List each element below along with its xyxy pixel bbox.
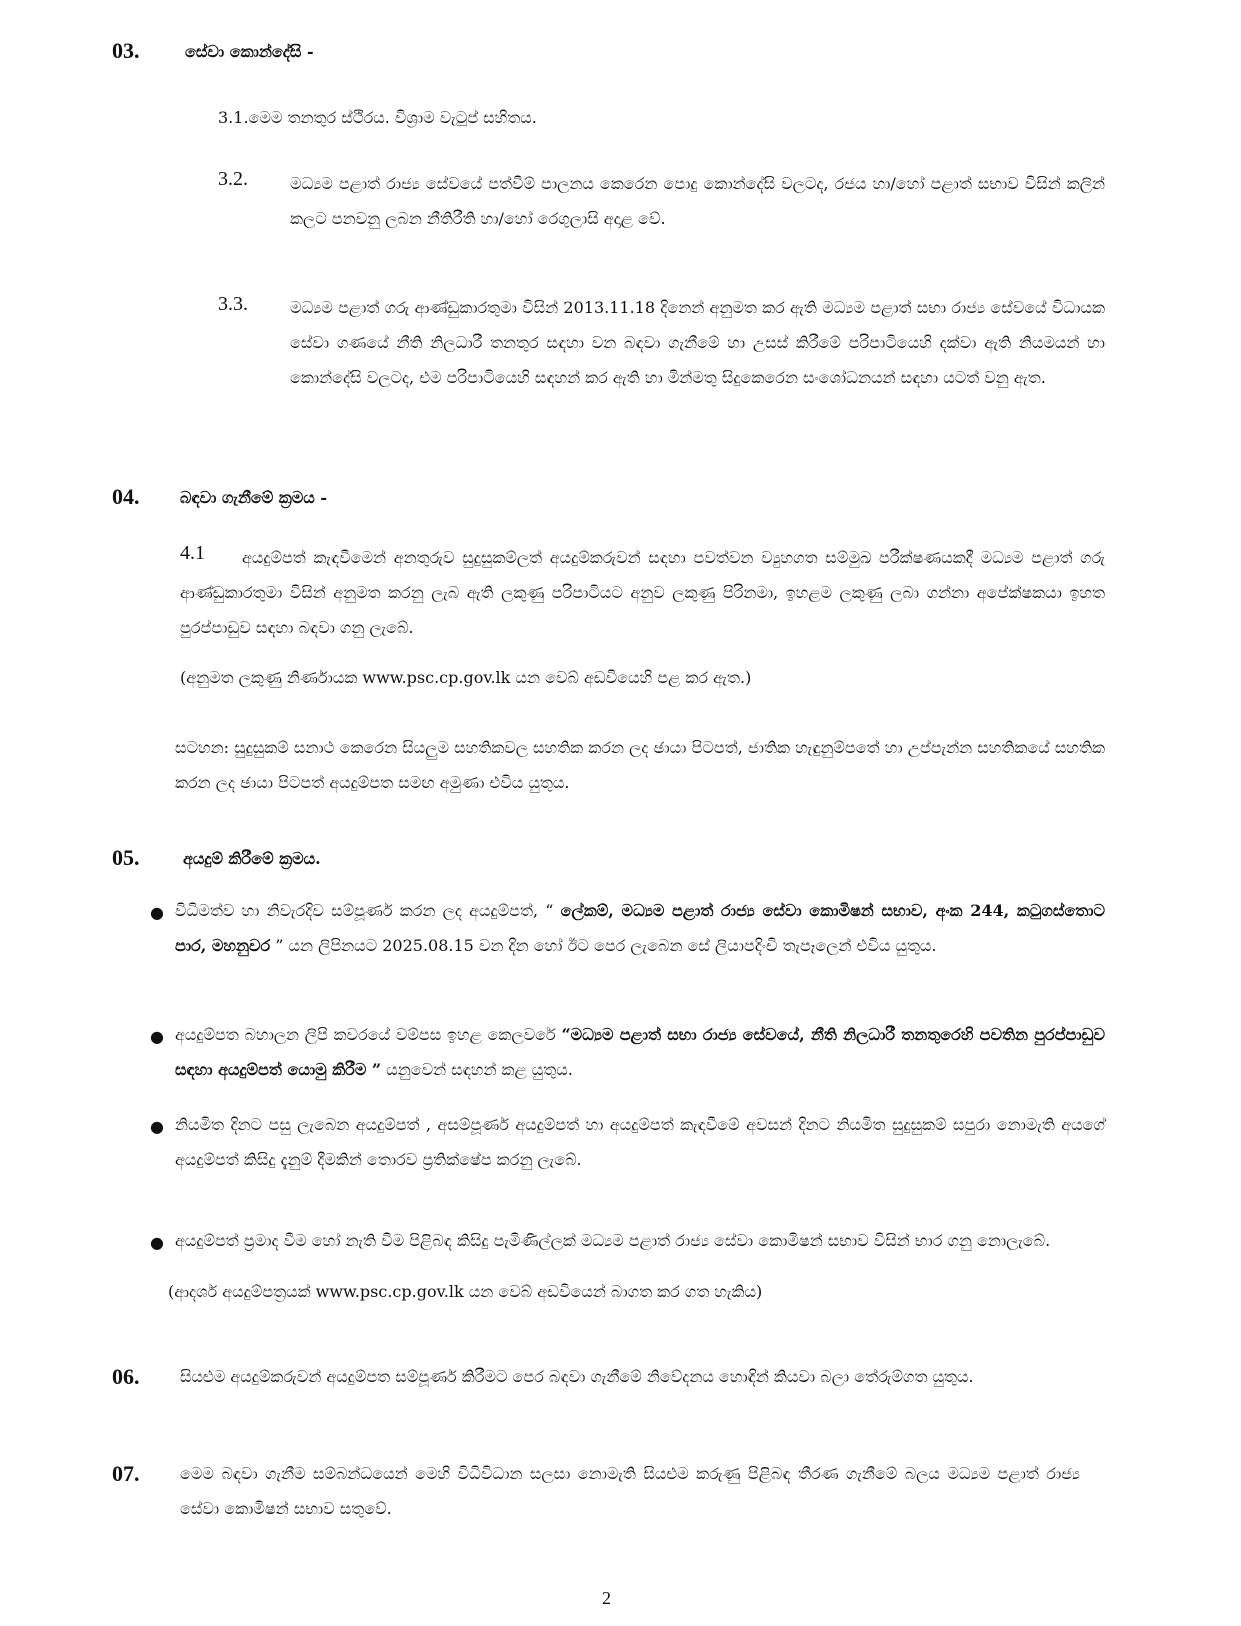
clause-4-1-website-note: (අනුමත ලකුණු නිර්ණායක www.psc.cp.gov.lk යන වෙබ් අඩවියෙහි පළ කර ඇත.) bbox=[180, 668, 752, 687]
envelope-title: “මධ්‍යම පළාත් සභා රාජ්‍ය සේවයේ, නීති නිලධාරී තනතුරෙහි පවතින පුරප්පාඩුව සඳහා අයදුම්පත් යොමු කිරීම ” bbox=[175, 1025, 1105, 1079]
clause-3-3: මධ්‍යම පළාත් ගරු ආණ්ඩුකාරතුමා විසින් 2013.11.18 දිනෙන් අනුමත කර ඇති මධ්‍යම පළාත් සභා රාජ්‍ය සේවයේ විධායක සේවා ගණයේ නීති නිලධාරී තනතුර සඳහා වන බඳවා ගැනීමේ හා උසස් කිරීමේ පරිපාටියෙහි දක්වා ඇති නියමයන් හා කොන්දේසි වලටද, එම පරිපාටියෙහි සඳහන් කර ඇති හා මින්මතු සිදුකෙරෙන සංශෝධනයන් සඳහා යටත් වනු ඇත. bbox=[290, 298, 1105, 387]
bullet-application-address: විධිමත්ව හා නිවැරදිව සම්පූර්ණ කරන ලද අයදුම්පත්, “ ලේකම්, මධ්‍යම පළාත් රාජ්‍ය සේවා කොමිෂන් සභාව, අංක 244, කටුගස්තොට පාර, මහනුවර ” යන ලිපිනයට 2025.08.15 වන දින හෝ ඊට පෙර ලැබෙන සේ ලියාපදිංචි තැපෑලෙන් එවිය යුතුය. bbox=[175, 901, 1105, 955]
supporting-documents-note: සටහන: සුදුසුකම් සනාථ කෙරෙන සියලුම සහතිකවල සහතික කරන ලද ඡායා පිටපත්, ජාතික හැඳුනුම්පතේ හා උප්පැන්න සහතිකයේ සහතික කරන ලද ඡායා පිටපත් අයදුම්පත සමඟ අමුණා එවිය යුතුය. bbox=[175, 738, 1105, 792]
clause-3-2: මධ්‍යම පළාත් රාජ්‍ය සේවයේ පත්වීම් පාලනය කෙරෙන පොදු කොන්දේසි වලටද, රජය හා/හෝ පළාත් සභාව විසින් කලින් කලට පනවනු ලබන නීතිරීති හා/හෝ රෙගුලාසි අදාළ වේ. bbox=[290, 174, 1105, 228]
bullet-icon: ● bbox=[150, 1117, 164, 1136]
sample-application-website-note: (ආදර්ශ අයදුම්පත්‍රයක් www.psc.cp.gov.lk යන වෙබ් අඩවියෙන් බාගත කර ගත හැකිය) bbox=[168, 1282, 763, 1301]
section-number-06: 06. bbox=[112, 1364, 140, 1389]
clause-number-4-1: 4.1 bbox=[180, 542, 205, 564]
section-number-07: 07. bbox=[112, 1461, 140, 1486]
bullet-icon: ● bbox=[150, 1027, 164, 1046]
page-number: 2 bbox=[602, 1588, 611, 1608]
clause-number-3-3: 3.3. bbox=[218, 293, 248, 315]
bullet-lost-applications: අයදුම්පත් ප්‍රමාද වීම හෝ නැති වීම පිළිබඳ කිසිදු පැමිණිල්ලක් මධ්‍යම පළාත් රාජ්‍ය සේවා කොමිෂන් සභාව විසින් භාර ගනු නොලැබේ. bbox=[175, 1231, 1051, 1250]
section-07-text: මෙම බඳවා ගැනීම සම්බන්ධයෙන් මෙහි විධිවිධාන සලසා නොමැති සියළුම කරුණු පිළිබඳ තීරණ ගැනීමේ බලය මධ්‍යම පළාත් රාජ්‍ය සේවා කොමිෂන් සභාව සතුවේ. bbox=[180, 1464, 1080, 1518]
section-number-04: 04. bbox=[112, 484, 140, 509]
bullet-icon: ● bbox=[150, 903, 164, 922]
clause-4-1: අයදුම්පත් කැඳවීමෙන් අනතුරුව සුදුසුකම්ලත් අයදුම්කරුවන් සඳහා පවත්වන ව්‍යුහගත සම්මුඛ පරීක්ෂණයකදී මධ්‍යම පළාත් ගරු ආණ්ඩුකාරතුමා විසින් අනුමත කරනු ලැබ ඇති ලකුණු පරිපාටියට අනුව ලකුණු පිරිනමා, ඉහළම ලකුණු ලබා ගන්නා අපේක්ෂකයා ඉහත පුරප්පාඩුව සඳහා බඳවා ගනු ලැබේ. bbox=[180, 548, 1105, 637]
bullet-envelope-marking: අයදුම්පත බහාලන ලිපි කවරයේ වම්පස ඉහළ කෙලවරේ “මධ්‍යම පළාත් සභා රාජ්‍ය සේවයේ, නීති නිලධාරී තනතුරෙහි පවතින පුරප්පාඩුව සඳහා අයදුම්පත් යොමු කිරීම ” යනුවෙන් සඳහන් කළ යුතුය. bbox=[175, 1025, 1105, 1079]
section-heading-application-method: අයදුම් කිරීමේ ක්‍රමය. bbox=[183, 849, 321, 868]
section-06-text: සියළුම අයදුම්කරුවන් අයදුම්පත සම්පූර්ණ කිරීමට පෙර බඳවා ගැනීමේ නිවේදනය හොඳින් කියවා බලා තේරුම්ගත යුතුය. bbox=[180, 1367, 974, 1386]
clause-number-3-2: 3.2. bbox=[218, 168, 248, 190]
clause-3-1: 3.1.මෙම තනතුර ස්ථිරය. විශ්‍රාම වැටුප් සහිතය. bbox=[218, 108, 537, 127]
bullet-icon: ● bbox=[150, 1233, 164, 1252]
application-address: ලේකම්, මධ්‍යම පළාත් රාජ්‍ය සේවා කොමිෂන් සභාව, අංක 244, කටුගස්තොට පාර, මහනුවර bbox=[175, 901, 1105, 955]
bullet-rejection-rules: නියමිත දිනට පසු ලැබෙන අයදුම්පත් , අසම්පූර්ණ අයදුම්පත් හා අයදුම්පත් කැඳවීමේ අවසන් දිනට නියමිත සුදුසුකම් සපුරා නොමැති අයගේ අයදුම්පත් කිසිදු දැනුම් දීමකින් තොරව ප්‍රතික්ෂේප කරනු ලැබේ. bbox=[175, 1115, 1105, 1169]
section-heading-service-conditions: සේවා කොන්දේසි - bbox=[185, 42, 314, 61]
section-number-05: 05. bbox=[112, 845, 140, 870]
section-number-03: 03. bbox=[112, 38, 140, 63]
section-heading-recruitment-method: බඳවා ගැනීමේ ක්‍රමය - bbox=[180, 488, 328, 507]
